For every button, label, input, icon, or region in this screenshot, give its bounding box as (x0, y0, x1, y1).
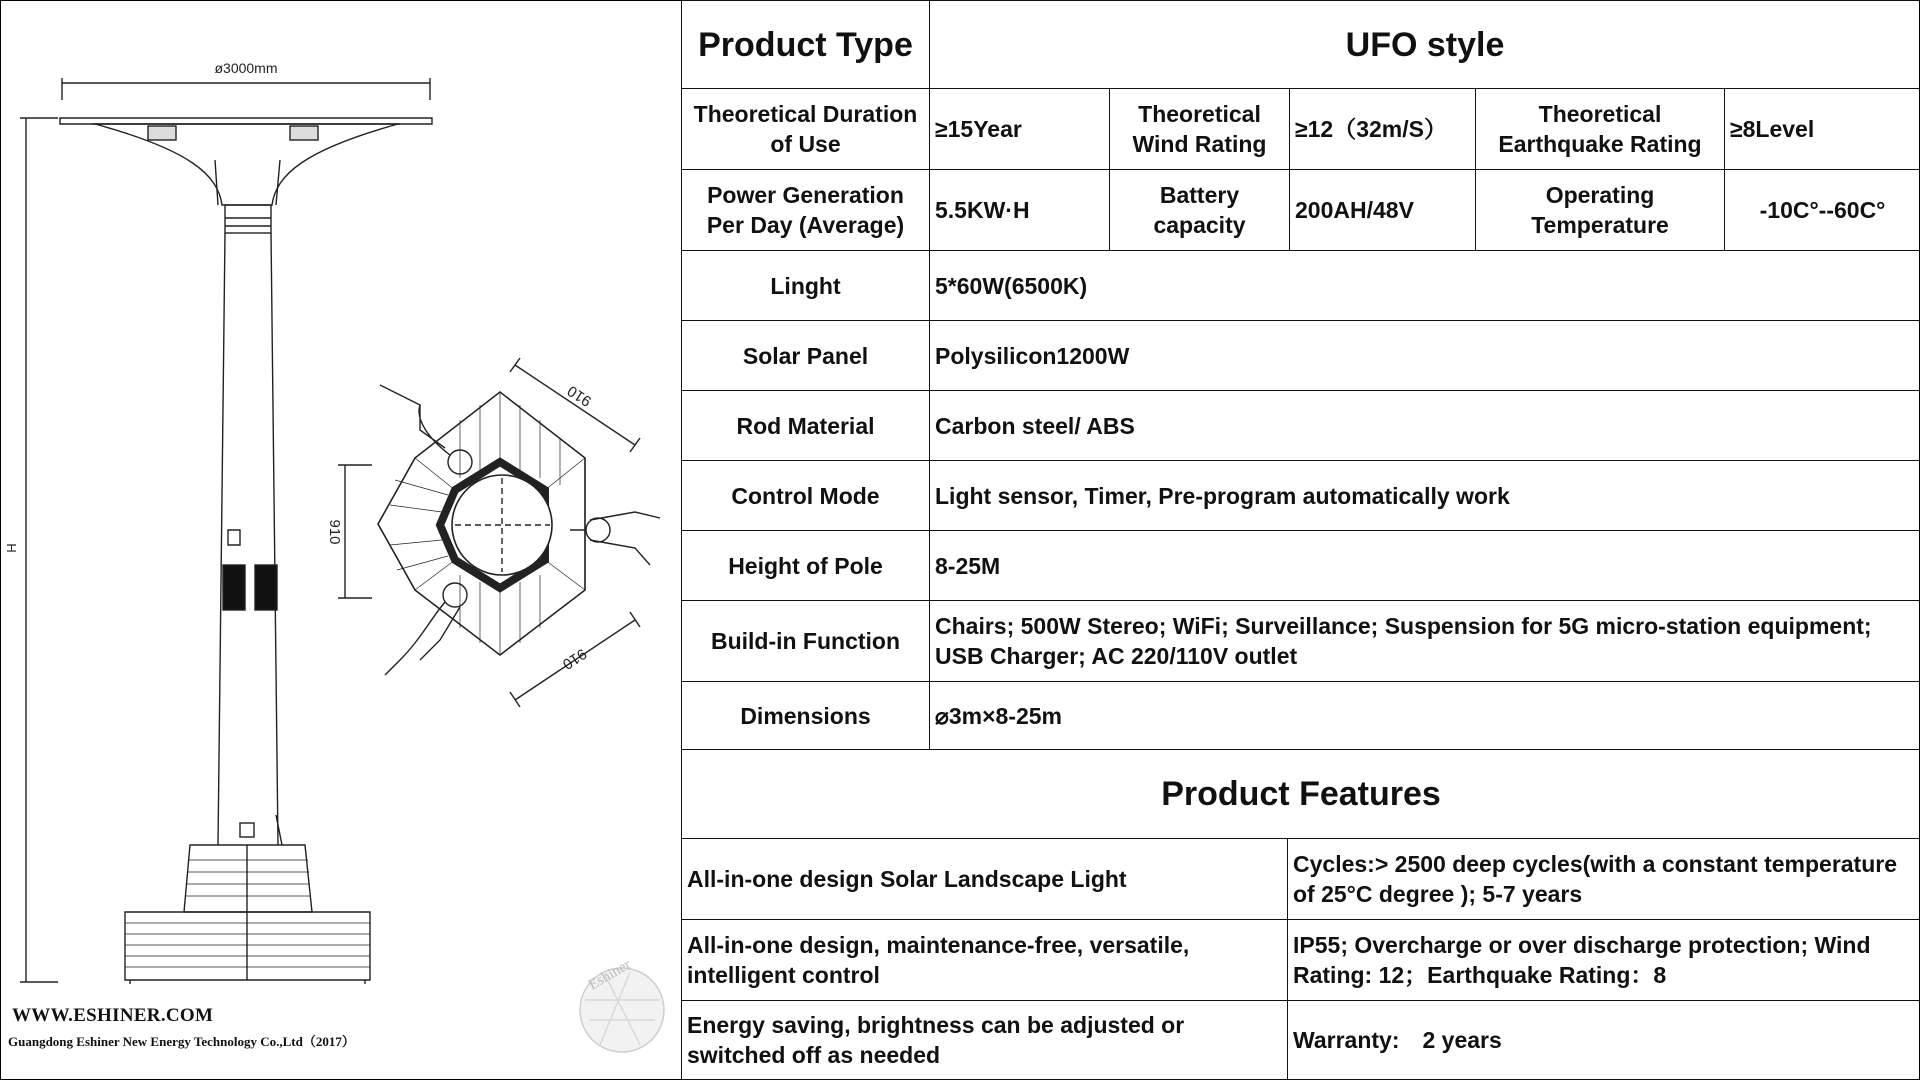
product-type-label: Product Type (682, 1, 930, 89)
control-mode-label: Control Mode (682, 461, 930, 531)
height-dimension (4, 118, 58, 982)
height-of-pole-label: Height of Pole (682, 531, 930, 601)
rod-material-value: Carbon steel/ ABS (930, 391, 1920, 461)
power-generation-value: 5.5KW·H (930, 170, 1110, 251)
features-title: Product Features (682, 750, 1920, 839)
feature-right: IP55; Overcharge or over discharge protection; Wind Rating: 12；Earthquake Rating：8 (1288, 920, 1920, 1001)
spec-row-light (682, 251, 1920, 321)
feature-left: Energy saving, brightness can be adjusted or switched off as needed (682, 1001, 1288, 1080)
bench-dim-label-bottom: 910 (559, 644, 590, 673)
bench-dim-label-top: 910 (564, 381, 595, 410)
battery-capacity-value: 200AH/48V (1290, 170, 1476, 251)
spec-row-dimensions (682, 682, 1920, 750)
dimensions-label: Dimensions (682, 682, 930, 750)
ufo-lamp-head (60, 118, 432, 233)
solar-panel-label: Solar Panel (682, 321, 930, 391)
build-in-function-label: Build-in Function (682, 601, 930, 682)
diameter-label: ø3000mm (214, 60, 278, 76)
rod-material-label: Rod Material (682, 391, 930, 461)
spec-row-height-of-pole (682, 531, 1920, 601)
spec-grid-row (682, 89, 1920, 170)
build-in-function-value: Chairs; 500W Stereo; WiFi; Surveillance; Suspension for 5G micro-station equipment; USB Charger; AC 220/110V outlet (930, 601, 1920, 682)
bench-dim-label-left: 910 (326, 519, 343, 545)
spec-sheet (681, 0, 1920, 1080)
light-label: Linght (682, 251, 930, 321)
features-table (681, 749, 1920, 1080)
product-type-value: UFO style (930, 1, 1920, 89)
dimensions-value: ⌀3m×8-25m (930, 682, 1920, 750)
pole-drawing-svg (0, 0, 681, 1080)
company-name: Guangdong Eshiner New Energy Technology Co.,Ltd（2017） (8, 1034, 355, 1049)
feature-left: All-in-one design Solar Landscape Light (682, 839, 1288, 920)
wind-rating-label: Theoretical Wind Rating (1110, 89, 1290, 170)
feature-right: Warranty: 2 years (1288, 1001, 1920, 1080)
operating-temperature-value: -10C°--60C° (1725, 170, 1920, 251)
spec-row-solar-panel (682, 321, 1920, 391)
spec-row-control-mode (682, 461, 1920, 531)
light-value: 5*60W(6500K) (930, 251, 1920, 321)
duration-value: ≥15Year (930, 89, 1110, 170)
earthquake-rating-label: Theoretical Earthquake Rating (1476, 89, 1725, 170)
duration-label: Theoretical Duration of Use (682, 89, 930, 170)
battery-capacity-label: Battery capacity (1110, 170, 1290, 251)
height-of-pole-value: 8-25M (930, 531, 1920, 601)
bench-top-view (326, 358, 660, 707)
earthquake-rating-value: ≥8Level (1725, 89, 1920, 170)
control-mode-value: Light sensor, Timer, Pre-program automatically work (930, 461, 1920, 531)
product-type-row (682, 1, 1920, 89)
spec-grid-row (682, 170, 1920, 251)
technical-drawing (0, 0, 681, 1080)
watermark-text: Eshiner (586, 956, 634, 994)
diameter-dimension (62, 60, 430, 100)
power-generation-label: Power Generation Per Day (Average) (682, 170, 930, 251)
feature-row (682, 920, 1920, 1001)
bench-base (125, 845, 370, 984)
spec-row-rod-material (682, 391, 1920, 461)
features-title-row (682, 750, 1920, 839)
spec-row-build-in-function (682, 601, 1920, 682)
height-label: H (4, 543, 19, 553)
pole-body (218, 233, 282, 845)
operating-temperature-label: Operating Temperature (1476, 170, 1725, 251)
feature-row (682, 839, 1920, 920)
feature-right: Cycles:> 2500 deep cycles(with a constant temperature of 25°C degree ); 5-7 years (1288, 839, 1920, 920)
feature-left: All-in-one design, maintenance-free, versatile, intelligent control (682, 920, 1288, 1001)
feature-row (682, 1001, 1920, 1080)
website-url: WWW.ESHINER.COM (12, 1005, 214, 1026)
spec-table (681, 0, 1920, 750)
solar-panel-value: Polysilicon1200W (930, 321, 1920, 391)
eshiner-watermark-logo (580, 957, 664, 1052)
wind-rating-value: ≥12（32m/S） (1290, 89, 1476, 170)
